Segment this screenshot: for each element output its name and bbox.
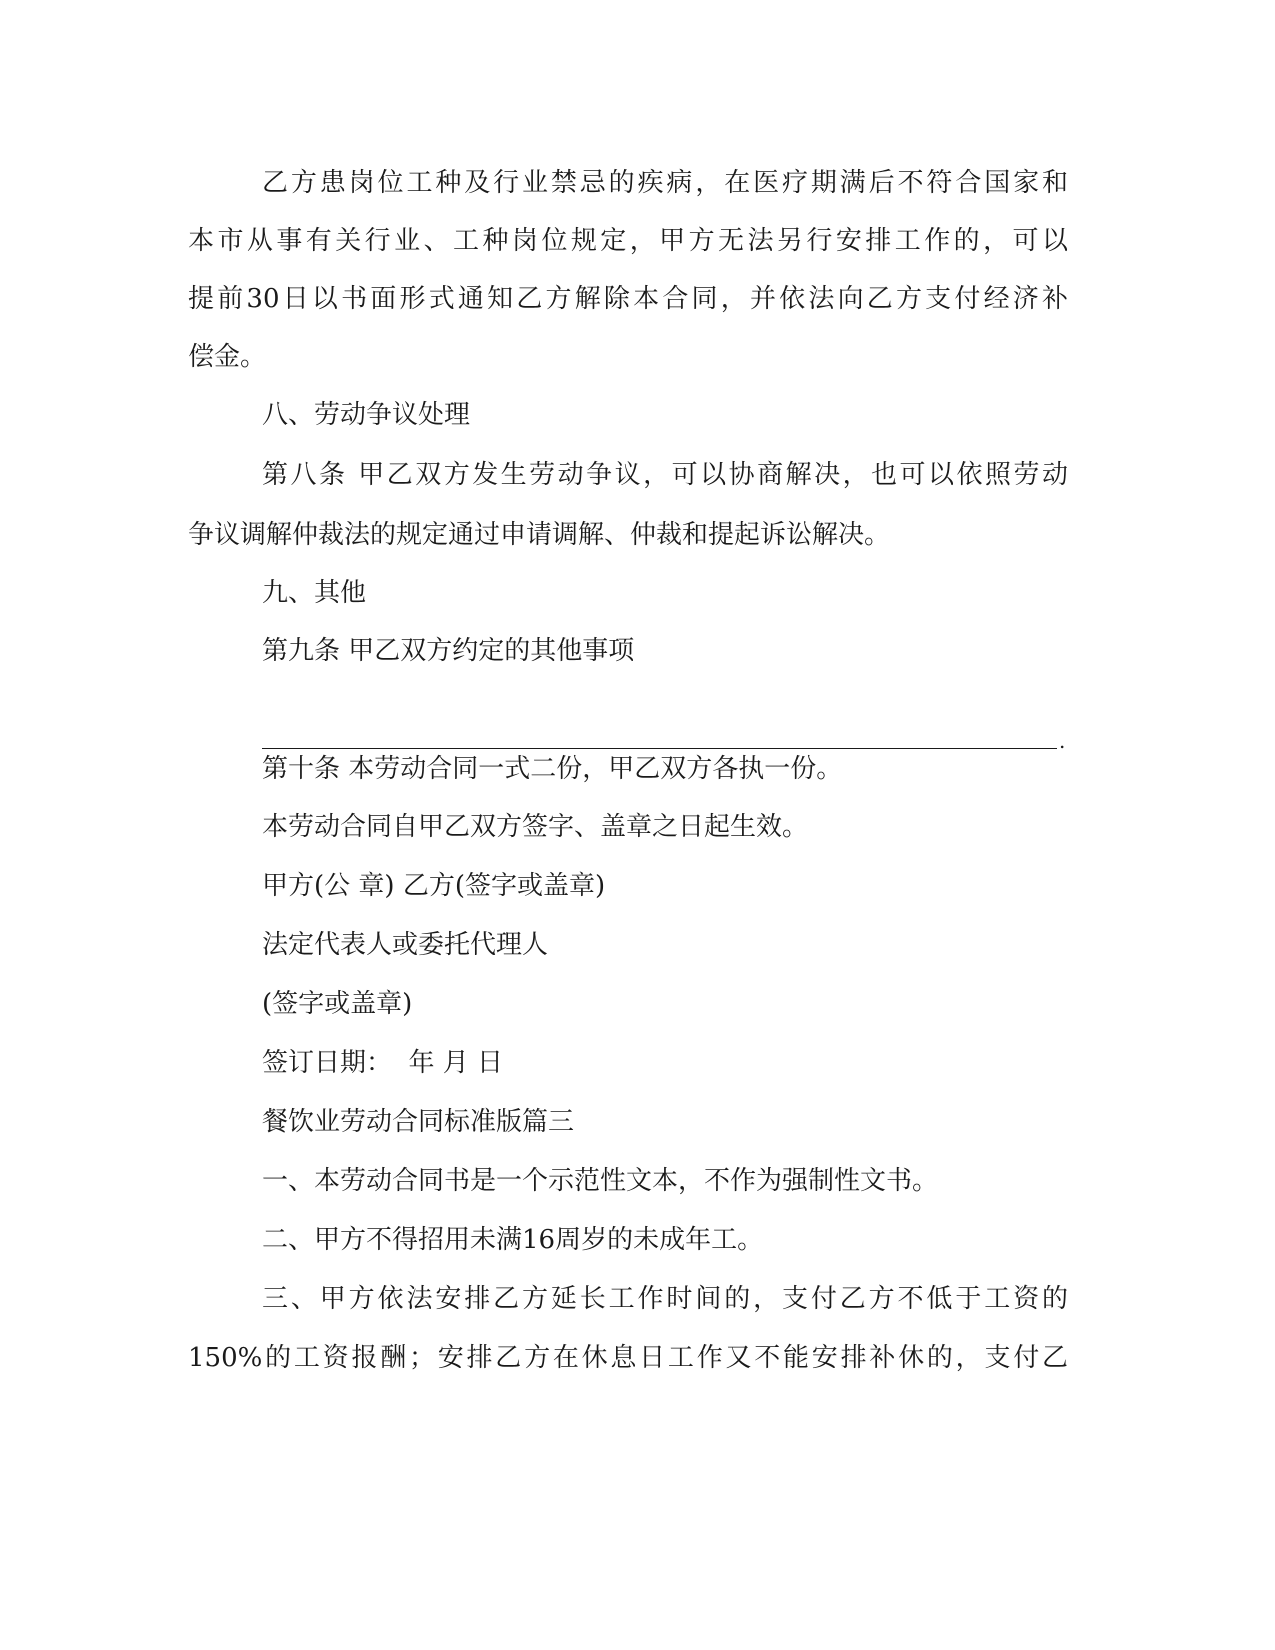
article-8-line-1: 第八条 甲乙双方发生劳动争议，可以协商解决，也可以依照劳动 — [262, 460, 1068, 490]
effective-clause: 本劳动合同自甲乙双方签字、盖章之日起生效。 — [262, 812, 809, 842]
note-1: 一、本劳动合同书是一个示范性文本，不作为强制性文书。 — [262, 1166, 939, 1196]
article-9: 第九条 甲乙双方约定的其他事项 — [262, 636, 635, 666]
note-3-line-2: 150%的工资报酬；安排乙方在休息日工作又不能安排补休的，支付乙 — [188, 1343, 1068, 1373]
article-8-line-2: 争议调解仲裁法的规定通过申请调解、仲裁和提起诉讼解决。 — [188, 520, 891, 550]
sign-date: 签订日期： 年 月 日 — [262, 1048, 504, 1078]
note-3-line-1: 三、甲方依法安排乙方延长工作时间的，支付乙方不低于工资的 — [262, 1284, 1068, 1314]
part-3-title: 餐饮业劳动合同标准版篇三 — [262, 1107, 575, 1137]
signature-parties: 甲方(公 章) 乙方(签字或盖章) — [262, 871, 606, 901]
sign-or-seal: (签字或盖章) — [262, 989, 413, 1019]
section-9-heading: 九、其他 — [262, 578, 367, 608]
illness-paragraph-line-3: 提前30日以书面形式通知乙方解除本合同，并依法向乙方支付经济补 — [188, 284, 1068, 314]
fill-in-blank-end: . — [1059, 729, 1066, 753]
illness-paragraph-line-1: 乙方患岗位工种及行业禁忌的疾病，在医疗期满后不符合国家和 — [262, 168, 1068, 198]
illness-paragraph-line-4: 偿金。 — [188, 342, 267, 372]
legal-representative: 法定代表人或委托代理人 — [262, 930, 549, 960]
fill-in-blank-line — [262, 748, 1057, 749]
note-2: 二、甲方不得招用未满16周岁的未成年工。 — [262, 1225, 764, 1255]
article-10: 第十条 本劳动合同一式二份，甲乙双方各执一份。 — [262, 754, 843, 784]
section-8-heading: 八、劳动争议处理 — [262, 400, 471, 430]
illness-paragraph-line-2: 本市从事有关行业、工种岗位规定，甲方无法另行安排工作的，可以 — [188, 226, 1068, 256]
